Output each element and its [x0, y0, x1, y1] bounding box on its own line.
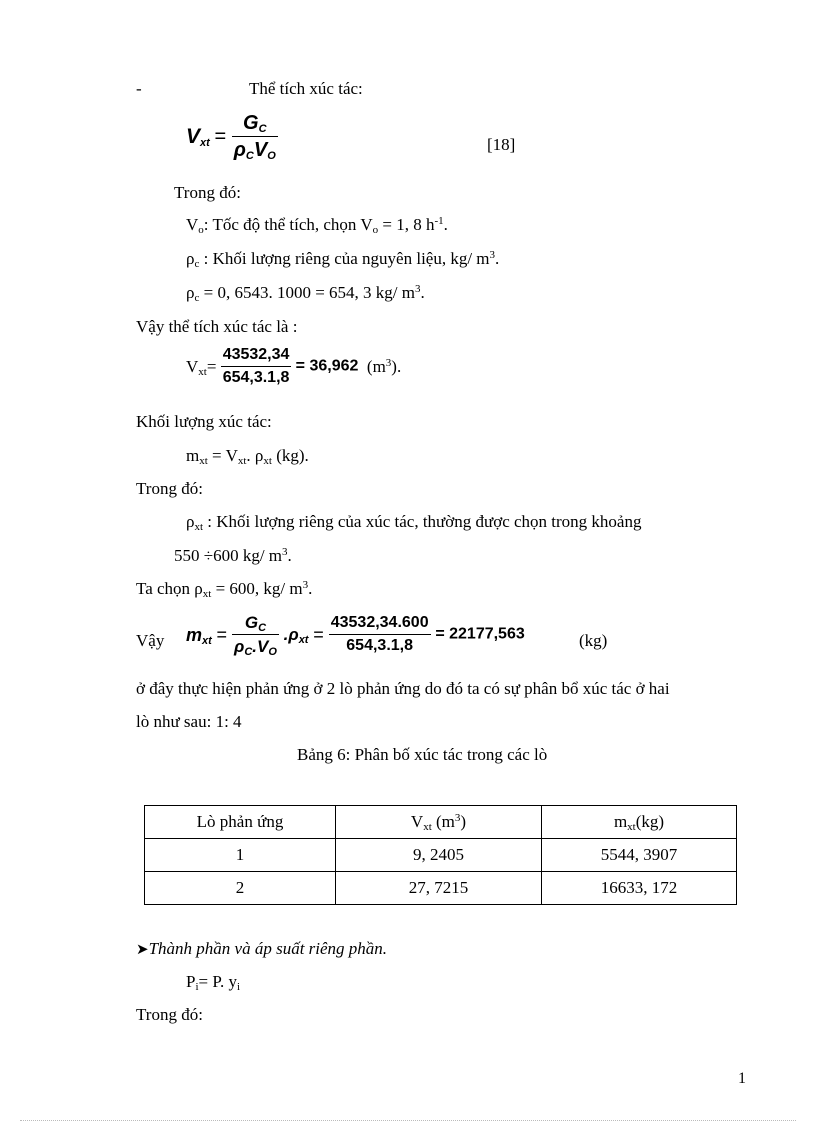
mxt-calculation: $m_{xt}$ = $\frac{G_C}{\rho_C.V_O}$ $.\rho_{xt}$ = $\frac{43532,34.600}{654,3.1,8}$ = 22177,563 — [186, 613, 525, 658]
table-cell: 16633, 172 — [542, 872, 737, 905]
where-label-1: Trong đó: — [174, 183, 241, 202]
feed-density-value: $\rho_c = 0$, 6543. 1000 = 654, 3 kg/ $m^3$. — [186, 283, 425, 304]
table-header-row — [145, 806, 737, 839]
catalyst-density-range: 550 ÷600 kg/ $m^3$. — [174, 546, 292, 565]
mass-formula: $m_{xt} = V_{xt}$. $\rho_{xt}$ (kg). — [186, 446, 309, 467]
table-cell: 5544, 3907 — [542, 839, 737, 872]
header-mass: $m_{xt}(kg)$ — [542, 806, 737, 839]
equation-18: $V_{xt}$ = $\frac{G_C}{\rho_CV_O}$ — [186, 112, 276, 162]
where-label-2: Trong đó: — [136, 479, 203, 498]
page-number: 1 — [738, 1070, 746, 1087]
mass-title: Khối lượng xúc tác: — [136, 412, 272, 431]
table-cell: 2 — [145, 872, 336, 905]
paragraph-line-2: lò như sau: 1: 4 — [136, 712, 242, 731]
paragraph-line-1: ở đây thực hiện phản ứng ở 2 lò phản ứng do đó ta có sự phân bổ xúc tác ở hai — [136, 679, 670, 698]
partial-pressure-formula: $P_i= P$. $y_i$ — [186, 972, 241, 993]
table-row — [145, 872, 737, 905]
table-caption: Bảng 6: Phân bố xúc tác trong các lò — [297, 745, 548, 764]
header-volume: $V_{xt}$ $(m^3)$ — [336, 806, 542, 839]
arrow-bullet-icon: ➤ — [136, 940, 149, 958]
table-cell: 27, 7215 — [336, 872, 542, 905]
vxt-calculation: $V_{xt}=$ $\frac{43532,34}{654,3.1,8}$ = 36,962 $(m^3)$. — [186, 346, 402, 386]
feed-density-line: $\rho_c$ : Khối lượng riêng của nguyên liệu, kg/ $m^3$. — [186, 249, 500, 270]
vay-label: Vậy — [136, 631, 165, 650]
space-velocity-line: $V_o$: Tốc độ thể tích, chọn $V_o = 1$, 8 $h^{-1}$. — [186, 215, 448, 236]
page-footer-divider — [20, 1120, 796, 1121]
header-reactor: Lò phản ứng — [145, 806, 336, 839]
catalyst-density-line: $\rho_{xt}$ : Khối lượng riêng của xúc tác, thường được chọn trong khoảng — [186, 512, 642, 533]
table-cell: 9, 2405 — [336, 839, 542, 872]
vxt-intro: Vậy thể tích xúc tác là : — [136, 317, 298, 336]
mxt-unit: (kg) — [579, 631, 608, 650]
chosen-density-line: Ta chọn $\rho_{xt} = 600$, kg/ $m^3$. — [136, 579, 313, 600]
section-title-catalyst-volume: Thể tích xúc tác: — [249, 79, 363, 98]
equation-reference: [18] — [487, 135, 516, 154]
section-partial-pressure: ➤Thành phần và áp suất riêng phần. — [136, 939, 388, 958]
table-row — [145, 839, 737, 872]
table-cell: 1 — [145, 839, 336, 872]
bullet-dash: - — [136, 79, 142, 98]
where-label-3: Trong đó: — [136, 1005, 203, 1024]
catalyst-distribution-table — [144, 805, 737, 905]
